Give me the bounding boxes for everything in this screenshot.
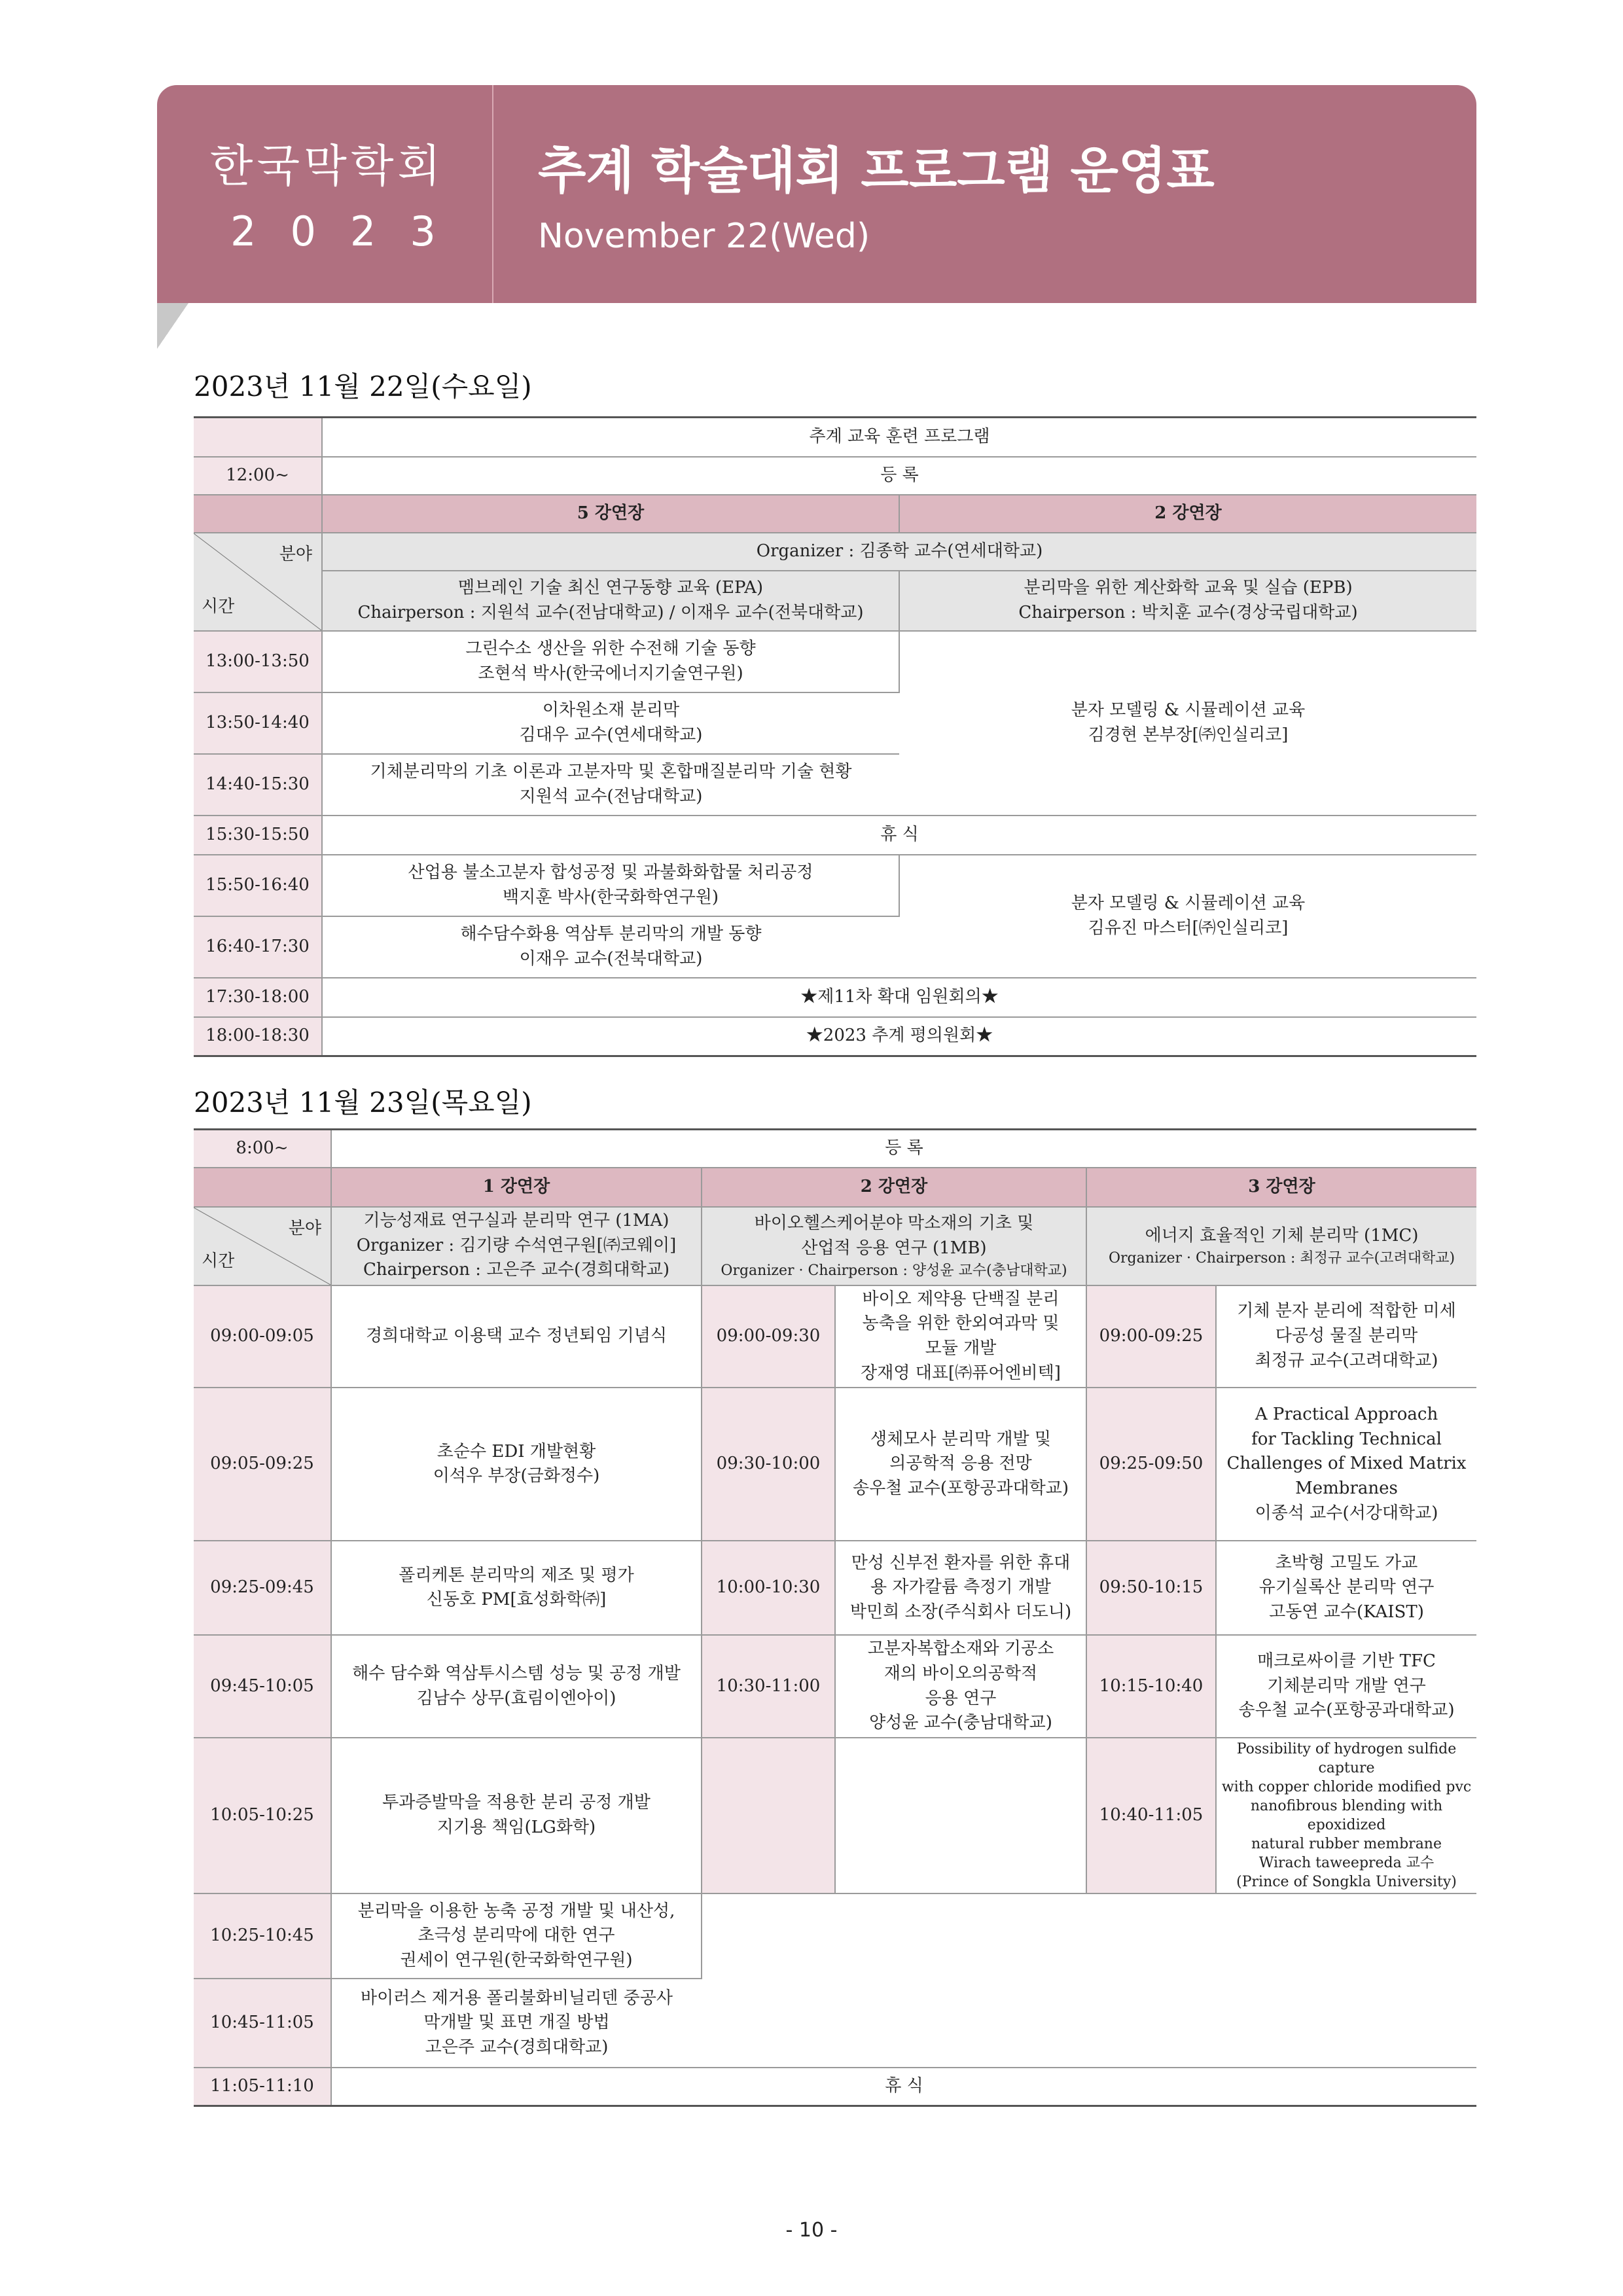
- empty-talk-cell: [835, 1738, 1086, 1893]
- talk-line: 기체분리막 개발 연구: [1267, 1676, 1426, 1696]
- talk-line: nanofibrous blending with epoxidized: [1250, 1798, 1443, 1834]
- hall-header: 1 강연장: [331, 1168, 702, 1207]
- empty-cell: [194, 418, 322, 457]
- talk-speaker: 송우철 교수(포항공과대학교): [1238, 1700, 1455, 1721]
- talk-title: 분자 모델링 & 시뮬레이션 교육: [1071, 893, 1306, 913]
- talk-line: A Practical Approach: [1255, 1405, 1438, 1425]
- time-cell: 09:25-09:50: [1086, 1388, 1216, 1541]
- page-number: - 10 -: [785, 2219, 838, 2242]
- society-year: 2023: [230, 207, 470, 255]
- table-row: [194, 1388, 1476, 1541]
- empty-cell: [194, 1168, 331, 1207]
- field-label: 분야: [288, 1218, 321, 1238]
- talk-speaker: 이종석 교수(서강대학교): [1255, 1503, 1438, 1523]
- session-header-1ma: [331, 1207, 702, 1285]
- meeting-label: ★2023 추계 평의원회★: [322, 1017, 1476, 1056]
- time-cell: 18:00-18:30: [194, 1017, 322, 1056]
- session-organizer: Organizer · Chairperson : 양성윤 교수(충남대학교): [721, 1262, 1067, 1279]
- talk-cell: [1216, 1388, 1476, 1541]
- talk-speaker: 고은주 교수(경희대학교): [425, 2037, 609, 2058]
- organizer: Organizer : 김종학 교수(연세대학교): [322, 533, 1476, 571]
- table-row: [194, 855, 1476, 916]
- session-title: 멤브레인 기술 최신 연구동향 교육 (EPA): [457, 577, 764, 598]
- talk-cell: [899, 631, 1476, 816]
- time-cell: 11:05-11:10: [194, 2068, 331, 2106]
- time-cell: 13:50-14:40: [194, 692, 322, 754]
- break-label: 휴 식: [322, 816, 1476, 855]
- talk-cell: [1216, 1635, 1476, 1738]
- talk-line: Membranes: [1295, 1479, 1398, 1499]
- talk-cell: [331, 1979, 702, 2068]
- talk-speaker: 김유진 마스터[㈜인실리코]: [1088, 918, 1289, 938]
- time-cell: 10:40-11:05: [1086, 1738, 1216, 1893]
- talk-speaker: 이재우 교수(전북대학교): [519, 948, 703, 969]
- talk-cell: [835, 1635, 1086, 1738]
- time-cell: 14:40-15:30: [194, 754, 322, 816]
- talk-title: 초순수 EDI 개발현황: [437, 1441, 596, 1462]
- talk-line: 유기실록산 분리막 연구: [1258, 1577, 1435, 1598]
- talk-cell: [835, 1388, 1086, 1541]
- field-label: 분야: [279, 544, 312, 564]
- talk-cell: [1216, 1285, 1476, 1388]
- time-cell: 10:05-10:25: [194, 1738, 331, 1893]
- time-cell: 13:00-13:50: [194, 631, 322, 692]
- talk-line: with copper chloride modified pvc: [1221, 1779, 1472, 1796]
- hall-header: 2 강연장: [899, 495, 1476, 533]
- talk-cell: [331, 1285, 702, 1388]
- talk-line: 매크로싸이클 기반 TFC: [1257, 1651, 1436, 1672]
- talk-cell: [331, 1738, 702, 1893]
- time-cell: 10:25-10:45: [194, 1893, 331, 1979]
- talk-cell: [1216, 1738, 1476, 1893]
- table-row: [194, 457, 1476, 495]
- table-row: [194, 418, 1476, 457]
- talk-title: 투과증발막을 적용한 분리 공정 개발: [382, 1793, 651, 1813]
- table-row: [194, 1130, 1476, 1168]
- page-title: 추계 학술대회 프로그램 운영표: [538, 141, 1215, 200]
- talk-title: 기체분리막의 기초 이론과 고분자막 및 혼합매질분리막 기술 현황: [370, 761, 852, 781]
- time-cell: 15:50-16:40: [194, 855, 322, 916]
- talk-speaker: 이석우 부장(금화정수): [433, 1466, 600, 1486]
- session-header-epb: [899, 571, 1476, 631]
- talk-cell: [331, 1893, 702, 1979]
- talk-cell: [322, 692, 899, 754]
- banner-fold: [157, 303, 188, 349]
- talk-speaker: 지기용 책임(LG화학): [437, 1818, 596, 1838]
- talk-speaker: 송우철 교수(포항공과대학교): [853, 1479, 1069, 1499]
- time-cell: 09:05-09:25: [194, 1388, 331, 1541]
- talk-line: natural rubber membrane: [1251, 1836, 1442, 1853]
- talk-speaker: 고동연 교수(KAIST): [1269, 1602, 1424, 1623]
- talk-line: 초박형 고밀도 가교: [1275, 1552, 1418, 1573]
- talk-cell: [322, 855, 899, 916]
- table-row: [194, 1541, 1476, 1635]
- time-cell: 8:00~: [194, 1130, 331, 1168]
- talk-line: 재의 바이오의공학적: [883, 1663, 1038, 1683]
- session-organizer: Organizer : 김기량 수석연구원[㈜코웨이]: [356, 1235, 677, 1255]
- program-title: 추계 교육 훈련 프로그램: [322, 418, 1476, 457]
- talk-title: 해수 담수화 역삼투시스템 성능 및 공정 개발: [352, 1663, 681, 1683]
- hall-header: 3 강연장: [1086, 1168, 1476, 1207]
- talk-title: 해수담수화용 역삼투 분리막의 개발 동향: [460, 924, 762, 944]
- session-header-1mc: [1086, 1207, 1476, 1285]
- session-header-epa: [322, 571, 899, 631]
- time-cell: 09:50-10:15: [1086, 1541, 1216, 1635]
- talk-speaker: 양성윤 교수(충남대학교): [869, 1713, 1052, 1733]
- talk-cell: [835, 1541, 1086, 1635]
- talk-line: 의공학적 응용 전망: [889, 1454, 1032, 1474]
- talk-speaker: Wirach taweepreda 교수: [1258, 1855, 1435, 1872]
- talk-line: 응용 연구: [925, 1688, 997, 1708]
- talk-cell: [331, 1541, 702, 1635]
- talk-title: 그린수소 생산을 위한 수전해 기술 동향: [465, 638, 756, 658]
- time-cell: 10:30-11:00: [702, 1635, 835, 1738]
- talk-line: for Tackling Technical: [1251, 1429, 1442, 1449]
- title-block: [538, 131, 1215, 256]
- table-row: [194, 1168, 1476, 1207]
- time-field-header: [194, 1207, 331, 1285]
- time-label: 시간: [202, 1251, 235, 1271]
- society-block: [196, 131, 470, 255]
- talk-line: 고분자복합소재와 기공소: [867, 1639, 1054, 1659]
- talk-speaker: 백지훈 박사(한국화학연구원): [503, 887, 719, 907]
- talk-line: 다공성 물질 분리막: [1275, 1326, 1418, 1346]
- time-cell: 15:30-15:50: [194, 816, 322, 855]
- talk-speaker: 김경현 본부장[㈜인실리코]: [1088, 725, 1289, 745]
- meeting-label: ★제11차 확대 임원회의★: [322, 978, 1476, 1017]
- session-title: 기능성재료 연구실과 분리막 연구 (1MA): [363, 1210, 669, 1230]
- talk-title: 폴리케톤 분리막의 제조 및 평가: [399, 1565, 634, 1585]
- talk-cell: [331, 1635, 702, 1738]
- talk-line: Possibility of hydrogen sulfide capture: [1236, 1741, 1457, 1777]
- talk-title: 경희대학교 이용택 교수 정년퇴임 기념식: [365, 1326, 668, 1346]
- table-row: [194, 1635, 1476, 1738]
- table-row: [194, 571, 1476, 631]
- session-title: 바이오헬스케어분야 막소재의 기초 및: [754, 1213, 1034, 1234]
- talk-speaker: 권세이 연구원(한국화학연구원): [400, 1950, 633, 1971]
- talk-affiliation: (Prince of Songkla University): [1236, 1874, 1457, 1891]
- talk-line: 초극성 분리막에 대한 연구: [418, 1926, 615, 1946]
- empty-cell: [194, 495, 322, 533]
- talk-line: 분리막을 이용한 농축 공정 개발 및 내산성,: [357, 1901, 675, 1921]
- session-chair: Chairperson : 지원석 교수(전남대학교) / 이재우 교수(전북대학교): [357, 602, 864, 622]
- talk-line: 바이오 제약용 단백질 분리: [862, 1289, 1060, 1309]
- talk-speaker: 조현석 박사(한국에너지기술연구원): [478, 663, 743, 683]
- talk-line: 농축을 위한 한외여과막 및: [862, 1314, 1060, 1334]
- talk-speaker: 최정규 교수(고려대학교): [1255, 1350, 1438, 1371]
- time-field-header: [194, 533, 322, 631]
- table-row: [194, 1738, 1476, 1893]
- time-cell: 17:30-18:00: [194, 978, 322, 1017]
- registration-label: 등 록: [322, 457, 1476, 495]
- table-row: [194, 2068, 1476, 2106]
- talk-cell: [331, 1388, 702, 1541]
- day2-schedule-table: [194, 1128, 1476, 2107]
- banner-divider: [492, 85, 493, 303]
- table-row: [194, 1017, 1476, 1056]
- table-row: [194, 816, 1476, 855]
- table-row: [194, 1893, 1476, 1979]
- time-cell: 09:30-10:00: [702, 1388, 835, 1541]
- talk-title: 산업용 불소고분자 합성공정 및 과불화화합물 처리공정: [408, 862, 813, 882]
- empty-cell: [702, 1893, 1476, 2068]
- table-row: [194, 978, 1476, 1017]
- time-cell: 10:15-10:40: [1086, 1635, 1216, 1738]
- talk-speaker: 지원석 교수(전남대학교): [519, 786, 703, 806]
- talk-line: 용 자가칼륨 측정기 개발: [870, 1577, 1051, 1598]
- society-name: 한국막학회: [209, 141, 445, 192]
- talk-cell: [322, 916, 899, 978]
- talk-line: 모듈 개발: [925, 1338, 997, 1358]
- talk-speaker: 박민희 소장(주식회사 더도니): [849, 1602, 1072, 1623]
- session-chair: Chairperson : 고은주 교수(경희대학교): [363, 1260, 670, 1280]
- talk-speaker: 김남수 상무(효림이엔아이): [416, 1688, 616, 1708]
- talk-speaker: 신동호 PM[효성화학㈜]: [426, 1590, 607, 1610]
- talk-title: 이차원소재 분리막: [542, 700, 680, 720]
- table-row: [194, 1207, 1476, 1285]
- time-cell: 16:40-17:30: [194, 916, 322, 978]
- session-title: 산업적 응용 연구 (1MB): [801, 1238, 987, 1258]
- talk-speaker: 장재영 대표[㈜퓨어엔비텍]: [861, 1363, 1061, 1383]
- table-row: [194, 533, 1476, 571]
- page-date: November 22(Wed): [538, 217, 870, 256]
- table-row: [194, 631, 1476, 692]
- table-row: [194, 495, 1476, 533]
- time-label: 시간: [202, 596, 235, 617]
- talk-line: 바이러스 제거용 폴리불화비닐리덴 중공사: [361, 1988, 673, 2008]
- empty-time-cell: [702, 1738, 835, 1893]
- talk-cell: [1216, 1541, 1476, 1635]
- talk-line: 기체 분자 분리에 적합한 미세: [1237, 1301, 1456, 1321]
- day1-schedule-table: [194, 416, 1476, 1057]
- break-label: 휴 식: [331, 2068, 1476, 2106]
- talk-cell: [835, 1285, 1086, 1388]
- session-title: 에너지 효율적인 기체 분리막 (1MC): [1145, 1226, 1419, 1246]
- talk-line: Challenges of Mixed Matrix: [1226, 1454, 1467, 1474]
- registration-label: 등 록: [331, 1130, 1476, 1168]
- time-cell: 09:00-09:25: [1086, 1285, 1216, 1388]
- session-organizer: Organizer · Chairperson : 최정규 교수(고려대학교): [1108, 1249, 1455, 1266]
- hall-header: 5 강연장: [322, 495, 899, 533]
- talk-cell: [899, 855, 1476, 978]
- time-cell: 12:00~: [194, 457, 322, 495]
- day2-title: 2023년 11월 23일(목요일): [194, 1086, 532, 1119]
- time-cell: 09:00-09:30: [702, 1285, 835, 1388]
- time-cell: 09:25-09:45: [194, 1541, 331, 1635]
- time-cell: 09:00-09:05: [194, 1285, 331, 1388]
- talk-line: 막개발 및 표면 개질 방법: [423, 2013, 610, 2033]
- session-title: 분리막을 위한 계산화학 교육 및 실습 (EPB): [1024, 577, 1353, 598]
- table-row: [194, 1285, 1476, 1388]
- session-header-1mb: [702, 1207, 1086, 1285]
- talk-title: 분자 모델링 & 시뮬레이션 교육: [1071, 700, 1306, 720]
- day1-title: 2023년 11월 22일(수요일): [194, 370, 532, 403]
- hall-header: 2 강연장: [702, 1168, 1086, 1207]
- talk-cell: [322, 754, 899, 816]
- time-cell: 10:45-11:05: [194, 1979, 331, 2068]
- talk-speaker: 김대우 교수(연세대학교): [519, 725, 703, 745]
- talk-line: 생체모사 분리막 개발 및: [870, 1429, 1051, 1449]
- talk-line: 만성 신부전 환자를 위한 휴대: [851, 1552, 1071, 1573]
- time-cell: 09:45-10:05: [194, 1635, 331, 1738]
- session-chair: Chairperson : 박치훈 교수(경상국립대학교): [1018, 602, 1358, 622]
- time-cell: 10:00-10:30: [702, 1541, 835, 1635]
- talk-cell: [322, 631, 899, 692]
